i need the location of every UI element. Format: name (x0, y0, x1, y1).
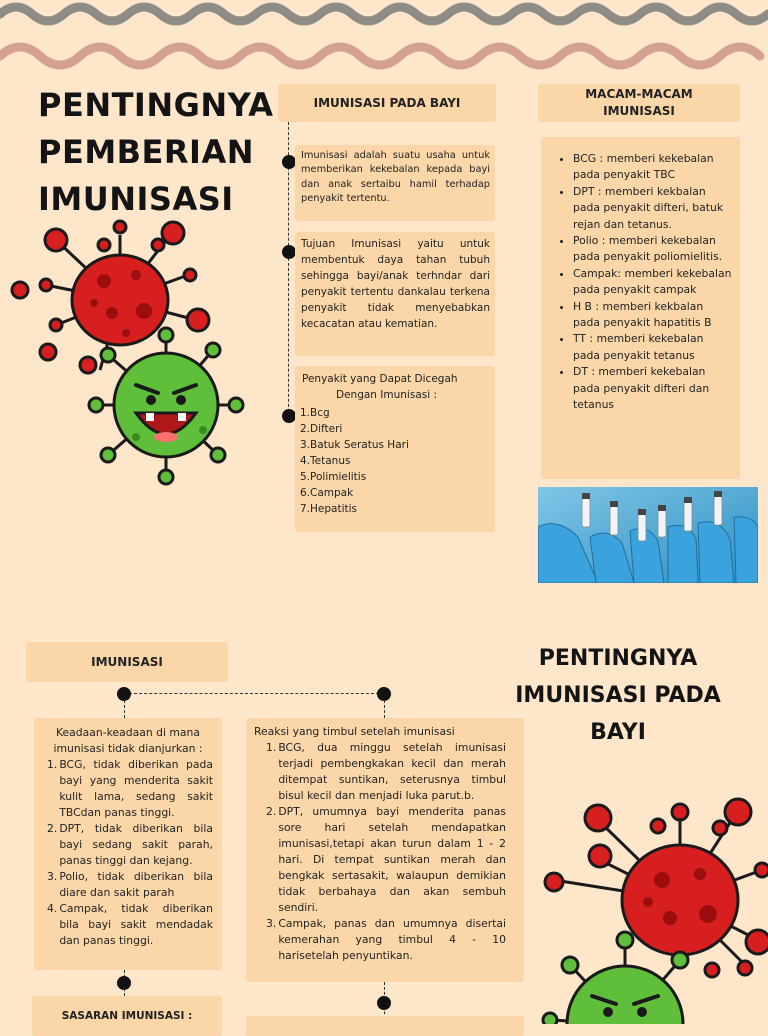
list-item: • Campak: memberi kekebalan pada penyakit campak (573, 266, 732, 299)
timeline-line-horizontal (124, 693, 384, 694)
main-title (38, 82, 274, 223)
list-item (266, 740, 506, 804)
main-title-line: PENTINGNYA (38, 86, 274, 124)
section-header-sasaran (32, 996, 222, 1036)
section-header-imunisasi-bayi (278, 84, 496, 122)
list-text: Campak, panas dan umumnya disertai kemerahan yang timbul 4 - 10 harisetelah penyuntikan. (278, 916, 506, 962)
purpose-card (295, 232, 495, 356)
diseases-title (300, 372, 490, 404)
list-item (47, 821, 213, 869)
second-title-line: BAYI (590, 720, 646, 745)
virus-green-icon (89, 328, 243, 484)
bottom-card (246, 1016, 524, 1036)
main-title-line: IMUNISASI (38, 180, 234, 218)
wave-decoration (0, 0, 768, 80)
purpose-text: Tujuan Imunisasi yaitu untuk membentuk daya tahan tubuh sehingga bayi/anak terhndar dari penyakit tertentu dankalau terkena penyakit tidak menyebabkan kecacatan atau kematian. (301, 238, 490, 330)
virus-red-icon (545, 799, 768, 977)
list-item (47, 757, 213, 821)
definition-text: Imunisasi adalah suatu usaha untuk memberikan kekebalan kepada bayi dan anak sertaibu hamil terhadap penyakit tertentu. (301, 150, 490, 205)
list-item: 7.Hepatitis (300, 502, 358, 515)
macam-list (559, 151, 732, 414)
header-label: IMUNISASI PADA BAYI (313, 96, 461, 110)
timeline-dot (282, 409, 296, 423)
timeline-dot (377, 687, 391, 701)
timeline-dot (377, 996, 391, 1010)
list-text: BCG, dua minggu setelah imunisasi terjadi pembengkakan kecil dan merah ditempat suntikan, seterusnya timbul bisul kecil dan menjadi luka parut.b. (278, 740, 506, 802)
list-item: 6.Campak (300, 486, 354, 499)
diseases-list (300, 406, 490, 518)
vaccine-photo (538, 487, 758, 583)
second-title (498, 640, 738, 751)
timeline-line (384, 700, 385, 718)
diseases-title-line: Dengan Imunisasi : (336, 388, 438, 401)
list-item (47, 901, 213, 949)
header-label: MACAM-MACAM (585, 86, 693, 101)
reactions-card (246, 718, 524, 982)
list-text: Polio, tidak diberikan bila diare dan sakit parah (59, 869, 213, 899)
list-text: DPT, umumnya bayi menderita panas sore hari setelah mendapatkan imunisasi,tetapi akan turun dalam 1 - 2 hari. Di tempat suntikan merah dan bengkak sertasakit, walaupun demikian tidak berbahaya dan akan sembuh sendiri. (278, 804, 506, 914)
not-recommended-list (43, 757, 213, 949)
list-item: • TT : memberi kekebalan pada penyakit tetanus (573, 331, 732, 364)
list-number: 4. (47, 901, 58, 915)
definition-card (295, 145, 495, 221)
list-item (266, 916, 506, 964)
list-item: 1.Bcg (300, 406, 330, 419)
list-number: 3. (47, 869, 58, 883)
timeline-dot (117, 687, 131, 701)
timeline-dot (282, 245, 296, 259)
section-header-macam (538, 84, 740, 122)
diseases-title-line: Penyakit yang Dapat Dicegah (302, 373, 458, 385)
reactions-list (254, 740, 506, 964)
section-header-imunisasi (26, 642, 228, 682)
list-item: • Polio : memberi kekebalan pada penyakit poliomielitis. (573, 233, 732, 266)
list-number: 2. (266, 804, 277, 818)
not-recommended-title: Keadaan-keadaan di mana imunisasi tidak dianjurkan : (53, 726, 203, 755)
list-item: 3.Batuk Seratus Hari (300, 438, 409, 451)
list-number: 2. (47, 821, 58, 835)
list-number: 1. (47, 757, 58, 771)
list-number: 1. (266, 740, 277, 754)
list-text: BCG, tidak diberikan pada bayi yang menderita sakit kulit lama, sedang sakit TBCdan panas tinggi. (59, 757, 213, 819)
timeline-line (124, 700, 125, 718)
list-item: • DPT : memberi kekbalan pada penyakit difteri, batuk rejan dan tetanus. (573, 184, 732, 233)
virus-illustration-top (8, 215, 258, 490)
list-item: • BCG : memberi kekebalan pada penyakit TBC (573, 151, 732, 184)
list-text: DPT, tidak diberikan bila bayi sedang sakit parah, panas tinggi dan kejang. (59, 821, 213, 867)
list-item (266, 804, 506, 916)
header-label: IMUNISASI (603, 104, 675, 118)
reactions-title: Reaksi yang timbul setelah imunisasi (254, 725, 455, 738)
main-title-line: PEMBERIAN (38, 133, 254, 171)
list-item: 4.Tetanus (300, 454, 351, 467)
virus-illustration-bottom (530, 790, 768, 1024)
list-item: 5.Polimielitis (300, 470, 367, 483)
not-recommended-card (34, 718, 222, 970)
timeline-dot (282, 155, 296, 169)
header-label: SASARAN IMUNISASI : (61, 1010, 193, 1022)
macam-card (541, 137, 740, 479)
list-item (47, 869, 213, 901)
list-item: 2.Difteri (300, 422, 343, 435)
list-item: • H B : memberi kekbalan pada penyakit hapatitis B (573, 299, 732, 332)
diseases-card (295, 366, 495, 532)
second-title-line: PENTINGNYA (538, 646, 698, 671)
list-number: 3. (266, 916, 277, 930)
list-text: Campak, tidak diberikan bila bayi sakit mendadak dan panas tinggi. (59, 901, 213, 947)
header-label: IMUNISASI (91, 655, 163, 669)
timeline-dot (117, 976, 131, 990)
list-item: • DT : memberi kekebalan pada penyakit difteri dan tetanus (573, 364, 732, 413)
second-title-line: IMUNISASI PADA (515, 683, 721, 708)
